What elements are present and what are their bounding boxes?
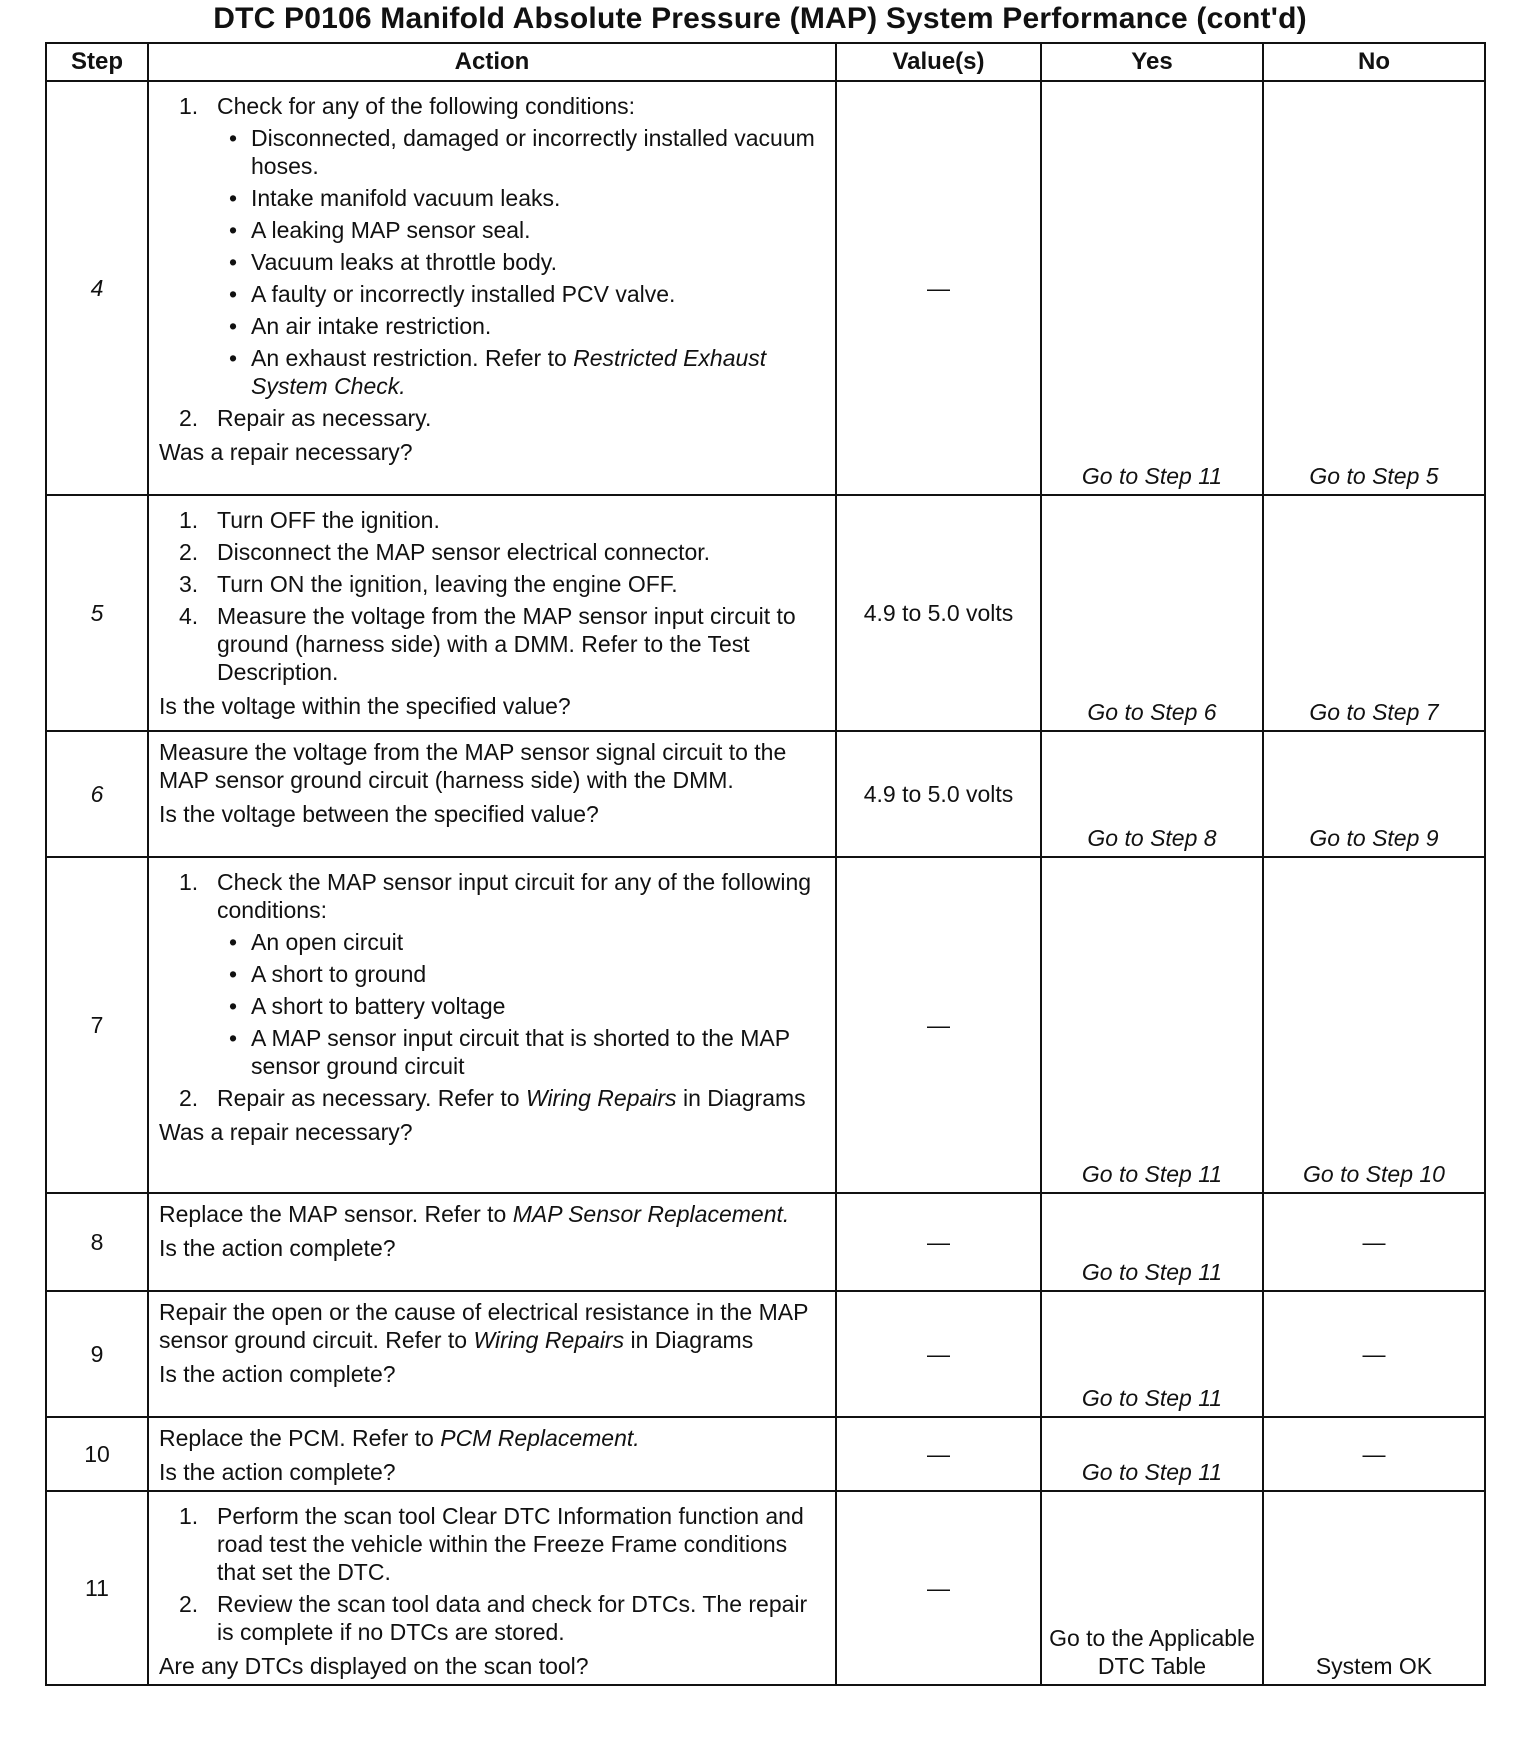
bullet-item: • A faulty or incorrectly installed PCV valve. xyxy=(229,281,676,307)
table-row-step-8 xyxy=(46,1193,1485,1291)
action-cell xyxy=(148,1491,836,1685)
bullet-text: An exhaust restriction. Refer to xyxy=(251,345,574,371)
step-number: 7 xyxy=(46,857,148,1193)
bullet-item: • Disconnected, damaged or incorrectly installed vacuum hoses. xyxy=(229,125,815,179)
header-values: Value(s) xyxy=(836,43,1041,81)
value-cell: 4.9 to 5.0 volts xyxy=(836,495,1041,731)
header-yes: Yes xyxy=(1041,43,1263,81)
numbered-item xyxy=(159,602,827,686)
bullet-text: An open circuit xyxy=(251,929,404,955)
numbered-item xyxy=(159,92,827,120)
yes-cell: Go to Step 11 xyxy=(1041,81,1263,495)
action-cell xyxy=(148,1193,836,1291)
step-number: 5 xyxy=(46,495,148,731)
bullet-text: A short to battery voltage xyxy=(251,993,506,1019)
item-number: 3. xyxy=(179,571,199,597)
yes-cell: Go to Step 11 xyxy=(1041,857,1263,1193)
yes-cell: Go to the Applicable DTC Table xyxy=(1041,1491,1263,1685)
bullet-text: Intake manifold vacuum leaks. xyxy=(251,185,561,211)
no-cell: Go to Step 10 xyxy=(1263,857,1485,1193)
item-number: 1. xyxy=(179,1503,199,1529)
question-text: Is the voltage within the specified value? xyxy=(159,693,571,719)
item-number: 2. xyxy=(179,405,199,431)
no-cell: Go to Step 7 xyxy=(1263,495,1485,731)
action-cell xyxy=(148,731,836,857)
action-cell xyxy=(148,495,836,731)
table-row-step-10 xyxy=(46,1417,1485,1491)
no-cell: — xyxy=(1263,1417,1485,1491)
item-number: 2. xyxy=(179,1591,199,1617)
item-text: Measure the voltage from the MAP sensor input circuit to ground (harness side) with a DMM. Refer to the Test Description. xyxy=(217,603,796,685)
numbered-item xyxy=(159,404,827,432)
yes-cell: Go to Step 11 xyxy=(1041,1291,1263,1417)
yes-cell: Go to Step 8 xyxy=(1041,731,1263,857)
step-number: 4 xyxy=(46,81,148,495)
item-text: Review the scan tool data and check for DTCs. The repair is complete if no DTCs are stored. xyxy=(217,1591,808,1645)
numbered-item xyxy=(159,570,827,598)
bullet-item: • A short to battery voltage xyxy=(229,993,506,1019)
question-text: Was a repair necessary? xyxy=(159,439,413,465)
bullet-text: Disconnected, damaged or incorrectly installed vacuum hoses. xyxy=(251,125,815,179)
reference-link[interactable]: Restricted Exhaust System Check. xyxy=(251,345,767,399)
action-text-main: Repair the open or the cause of electrical resistance in the MAP sensor ground circuit. Refer to xyxy=(159,1299,809,1353)
yes-cell: Go to Step 6 xyxy=(1041,495,1263,731)
bullet-item: • Vacuum leaks at throttle body. xyxy=(229,249,557,275)
value-cell: — xyxy=(836,857,1041,1193)
bullet-text: Vacuum leaks at throttle body. xyxy=(251,249,557,275)
question-text: Is the action complete? xyxy=(159,1361,396,1387)
numbered-item xyxy=(159,1084,827,1112)
value-cell: — xyxy=(836,81,1041,495)
numbered-item xyxy=(159,868,827,924)
action-cell xyxy=(148,81,836,495)
dtc-table xyxy=(45,42,1486,1686)
value-cell: — xyxy=(836,1193,1041,1291)
action-text xyxy=(159,1424,827,1452)
action-cell xyxy=(148,857,836,1193)
bullet-item: • An exhaust restriction. Refer to Restricted Exhaust System Check. xyxy=(229,345,767,399)
bullet-text: A leaking MAP sensor seal. xyxy=(251,217,531,243)
bullet-text: A MAP sensor input circuit that is shorted to the MAP sensor ground circuit xyxy=(251,1025,790,1079)
item-text: Perform the scan tool Clear DTC Information function and road test the vehicle within the Freeze Frame conditions that set the DTC. xyxy=(217,1503,804,1585)
value-cell: — xyxy=(836,1417,1041,1491)
question-text: Is the voltage between the specified value? xyxy=(159,801,599,827)
bullet-item: • An open circuit xyxy=(229,929,404,955)
no-cell: Go to Step 9 xyxy=(1263,731,1485,857)
table-row-step-4 xyxy=(46,81,1485,495)
numbered-item xyxy=(159,1590,827,1646)
value-cell: — xyxy=(836,1491,1041,1685)
action-text xyxy=(159,1298,827,1354)
item-text-tail: in Diagrams xyxy=(676,1085,806,1111)
item-text: Check the MAP sensor input circuit for any of the following conditions: xyxy=(217,869,812,923)
item-text: Repair as necessary. Refer to xyxy=(217,1085,526,1111)
item-number: 1. xyxy=(179,93,199,119)
bullet-text: A faulty or incorrectly installed PCV valve. xyxy=(251,281,676,307)
table-row-step-11 xyxy=(46,1491,1485,1685)
item-text: Turn OFF the ignition. xyxy=(217,507,440,533)
item-number: 4. xyxy=(179,603,199,629)
bullet-item: • Intake manifold vacuum leaks. xyxy=(229,185,561,211)
header-action: Action xyxy=(148,43,836,81)
step-number: 10 xyxy=(46,1417,148,1491)
value-cell: — xyxy=(836,1291,1041,1417)
action-text-main: Replace the PCM. Refer to xyxy=(159,1425,441,1451)
item-text: Check for any of the following conditions: xyxy=(217,93,636,119)
reference-link[interactable]: Wiring Repairs xyxy=(473,1327,625,1353)
action-cell xyxy=(148,1417,836,1491)
item-number: 2. xyxy=(179,1085,199,1111)
yes-cell: Go to Step 11 xyxy=(1041,1417,1263,1491)
action-text-main: Replace the MAP sensor. Refer to xyxy=(159,1201,513,1227)
page-title: DTC P0106 Manifold Absolute Pressure (MAP) System Performance (cont'd) xyxy=(213,2,1307,35)
bullet-item: • A MAP sensor input circuit that is shorted to the MAP sensor ground circuit xyxy=(229,1025,790,1079)
bullet-text: An air intake restriction. xyxy=(251,313,492,339)
value-cell: 4.9 to 5.0 volts xyxy=(836,731,1041,857)
action-text: Measure the voltage from the MAP sensor signal circuit to the MAP sensor ground circuit (harness side) with the DMM. xyxy=(159,739,787,793)
item-number: 1. xyxy=(179,507,199,533)
table-row-step-5 xyxy=(46,495,1485,731)
step-number: 11 xyxy=(46,1491,148,1685)
numbered-item xyxy=(159,538,827,566)
action-text-tail: in Diagrams xyxy=(624,1327,754,1353)
numbered-item xyxy=(159,506,827,534)
question-text: Are any DTCs displayed on the scan tool? xyxy=(159,1653,589,1679)
header-step: Step xyxy=(46,43,148,81)
bullet-list xyxy=(159,124,827,400)
bullet-item: • A leaking MAP sensor seal. xyxy=(229,217,531,243)
action-text xyxy=(159,1200,827,1228)
dtc-table-container xyxy=(45,42,1484,1686)
numbered-item xyxy=(159,1502,827,1586)
step-number: 6 xyxy=(46,731,148,857)
action-cell xyxy=(148,1291,836,1417)
yes-cell: Go to Step 11 xyxy=(1041,1193,1263,1291)
question-text: Is the action complete? xyxy=(159,1235,396,1261)
no-cell: Go to Step 5 xyxy=(1263,81,1485,495)
item-number: 1. xyxy=(179,869,199,895)
bullet-item: • An air intake restriction. xyxy=(229,313,492,339)
question-text: Was a repair necessary? xyxy=(159,1119,413,1145)
item-number: 2. xyxy=(179,539,199,565)
no-cell: — xyxy=(1263,1291,1485,1417)
no-cell: — xyxy=(1263,1193,1485,1291)
table-header-row xyxy=(46,43,1485,81)
header-no: No xyxy=(1263,43,1485,81)
bullet-text: A short to ground xyxy=(251,961,427,987)
question-text: Is the action complete? xyxy=(159,1459,396,1485)
step-number: 9 xyxy=(46,1291,148,1417)
table-row-step-9 xyxy=(46,1291,1485,1417)
item-text: Repair as necessary. xyxy=(217,405,432,431)
table-row-step-6 xyxy=(46,731,1485,857)
item-text: Turn ON the ignition, leaving the engine OFF. xyxy=(217,571,678,597)
reference-link[interactable]: MAP Sensor Replacement. xyxy=(512,1201,790,1227)
reference-link[interactable]: Wiring Repairs xyxy=(525,1085,677,1111)
bullet-list xyxy=(159,928,827,1080)
no-cell: System OK xyxy=(1263,1491,1485,1685)
table-row-step-7 xyxy=(46,857,1485,1193)
reference-link[interactable]: PCM Replacement. xyxy=(440,1425,640,1451)
step-number: 8 xyxy=(46,1193,148,1291)
bullet-item: • A short to ground xyxy=(229,961,427,987)
item-text: Disconnect the MAP sensor electrical connector. xyxy=(217,539,711,565)
